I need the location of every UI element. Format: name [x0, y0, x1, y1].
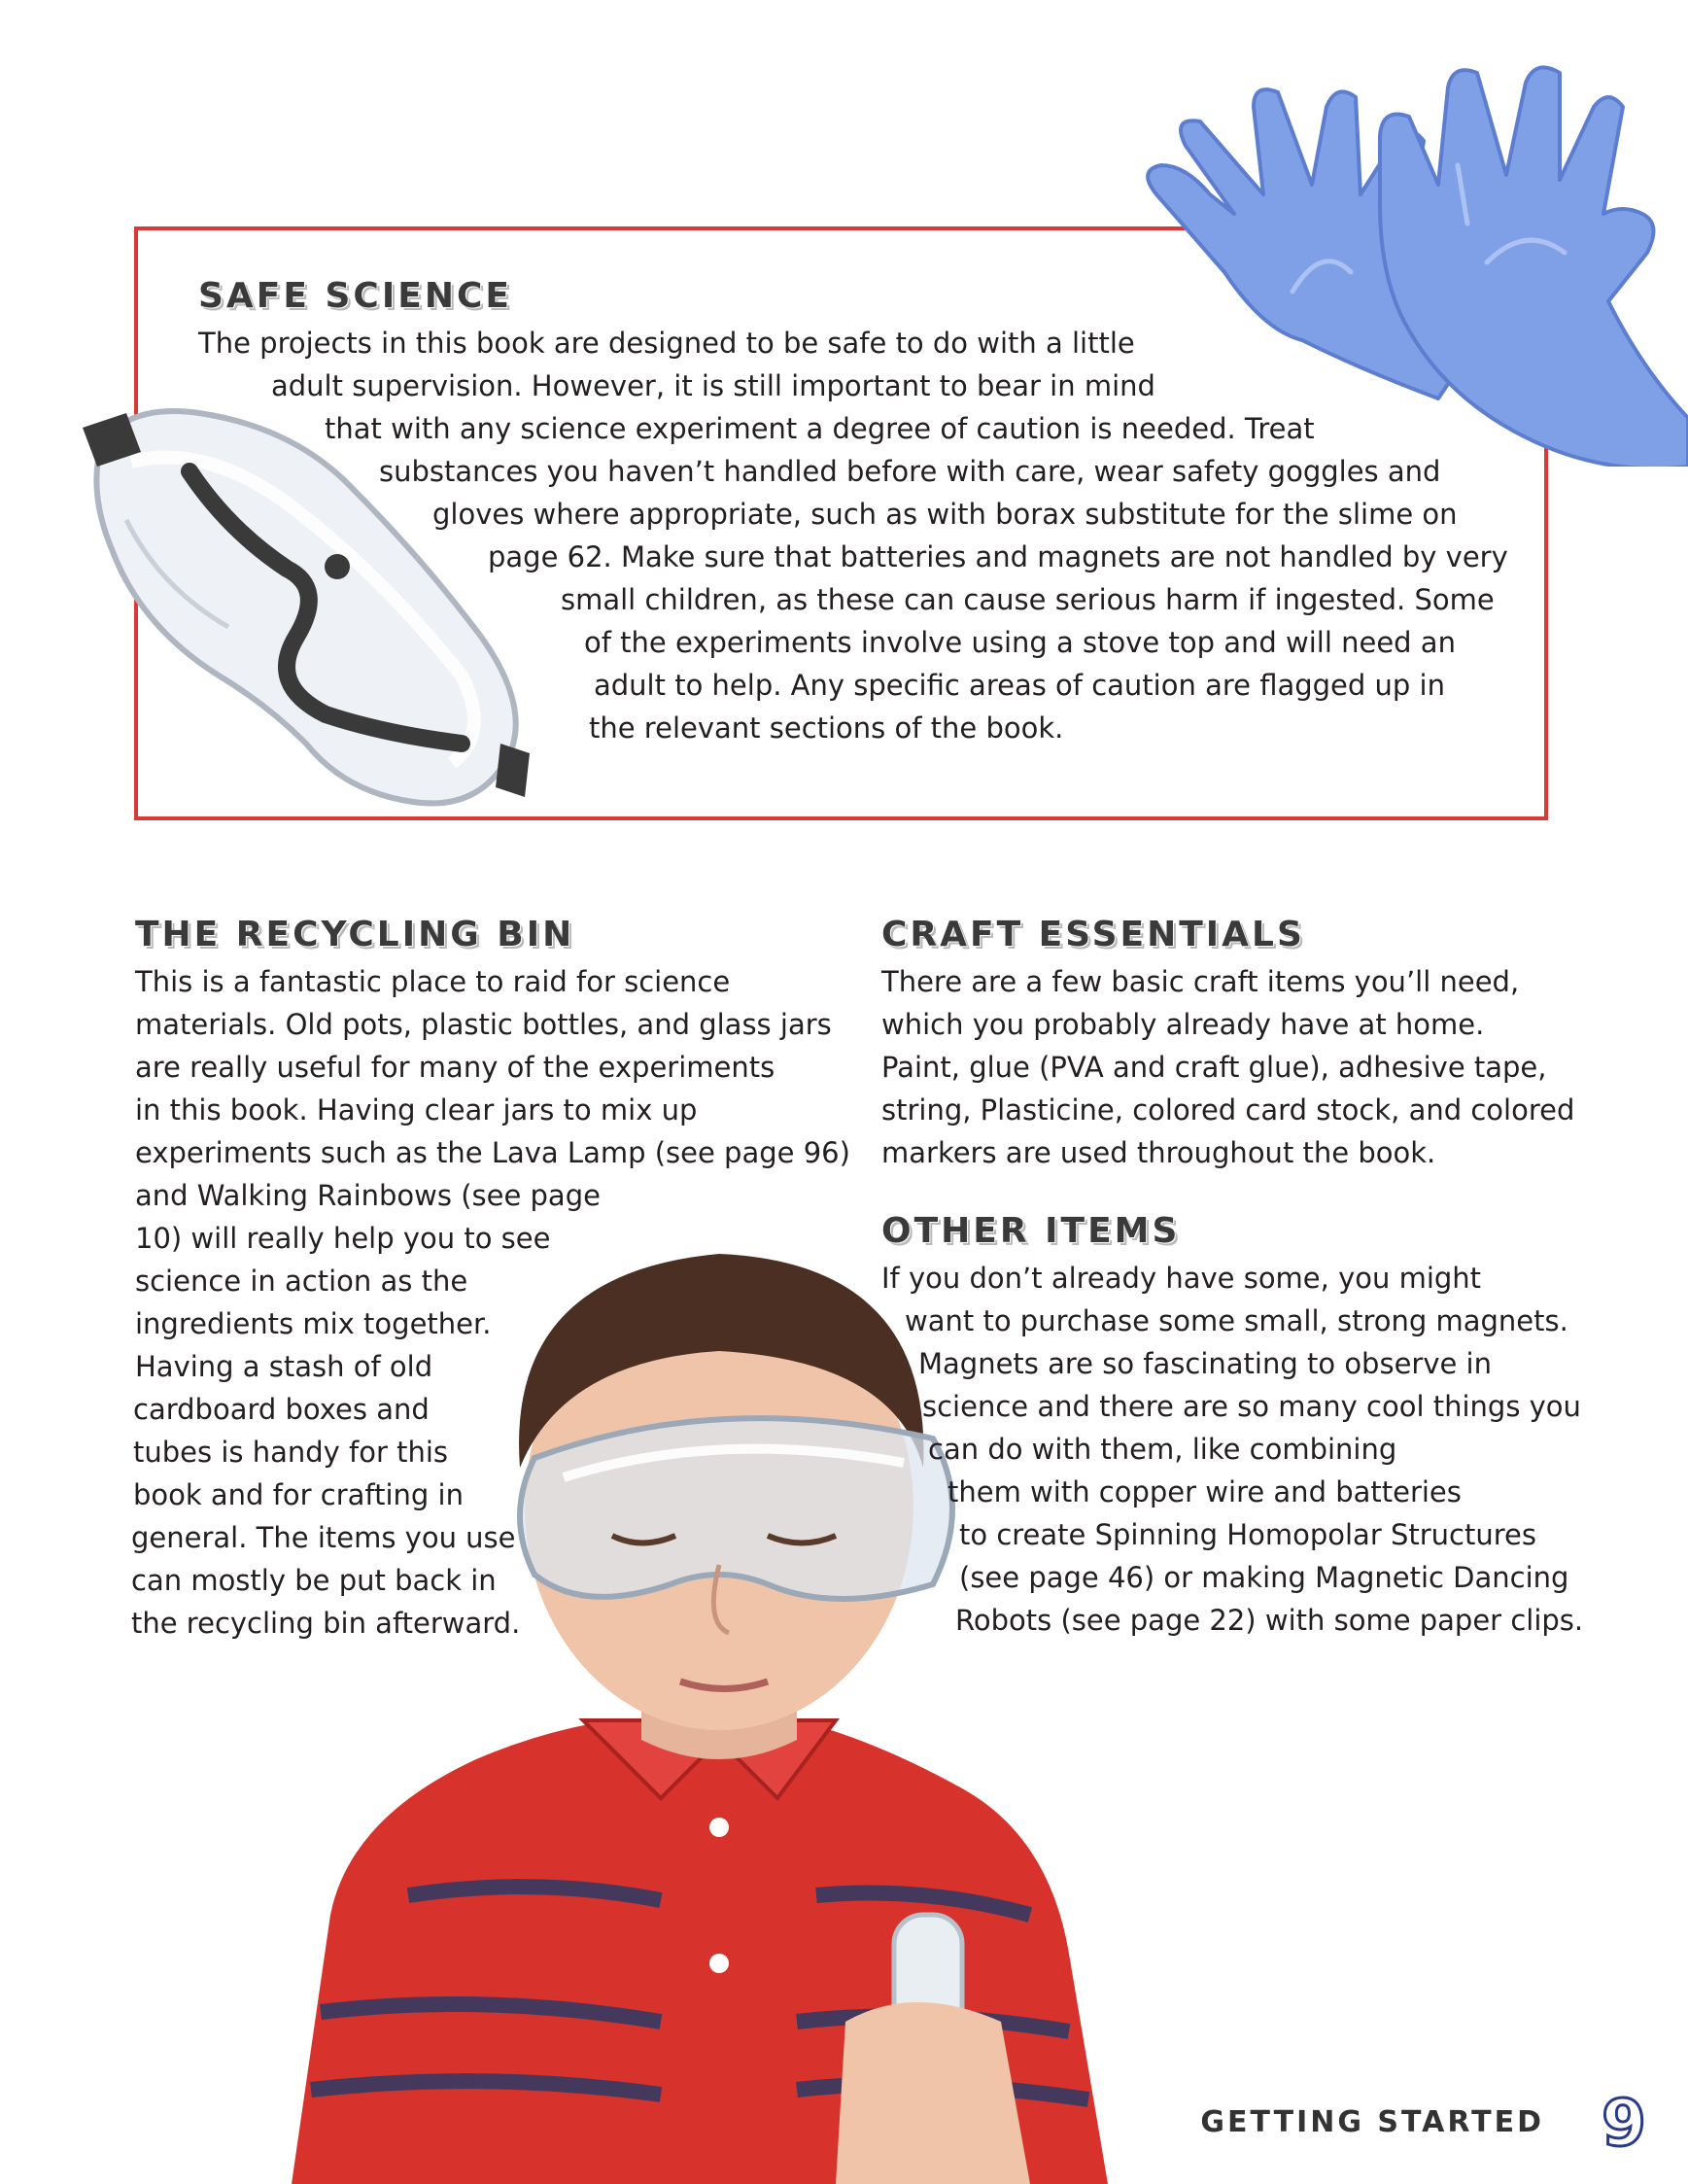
safe-science-line: small children, as these can cause serious harm if ingested. Some [561, 583, 1495, 616]
safe-science-line: that with any science experiment a degree of caution is needed. Treat [325, 412, 1315, 445]
other-items-line: can do with them, like combining [928, 1433, 1397, 1466]
recycling-bin-line: Having a stash of old [135, 1350, 433, 1383]
safe-science-line: The projects in this book are designed to be safe to do with a little [198, 327, 1135, 360]
safe-science-line: adult to help. Any specific areas of caution are flagged up in [594, 669, 1445, 702]
craft-essentials-line: markers are used throughout the book. [881, 1136, 1436, 1169]
recycling-bin-line: the recycling bin afterward. [131, 1607, 521, 1640]
gloves-image [1118, 49, 1688, 467]
craft-essentials-line: string, Plasticine, colored card stock, and colored [881, 1093, 1575, 1127]
craft-essentials-title: CRAFT ESSENTIALS [881, 915, 1305, 954]
other-items-line: them with copper wire and batteries [947, 1475, 1462, 1508]
safe-science-line: gloves where appropriate, such as with borax substitute for the slime on [432, 498, 1458, 531]
other-items-line: (see page 46) or making Magnetic Dancing [959, 1561, 1569, 1594]
safe-science-line: the relevant sections of the book. [589, 711, 1064, 745]
recycling-bin-line: materials. Old pots, plastic bottles, and glass jars [135, 1008, 832, 1041]
safe-science-line: adult supervision. However, it is still important to bear in mind [271, 369, 1155, 402]
recycling-bin-line: can mostly be put back in [131, 1564, 497, 1597]
page-number: 9 [1602, 2086, 1646, 2161]
recycling-bin-line: science in action as the [135, 1265, 468, 1298]
recycling-bin-title: THE RECYCLING BIN [135, 915, 575, 954]
safe-science-title: SAFE SCIENCE [198, 276, 512, 316]
recycling-bin-line: in this book. Having clear jars to mix up [135, 1093, 698, 1127]
recycling-bin-line: tubes is handy for this [133, 1436, 449, 1469]
other-items-line: science and there are so many cool things you [922, 1390, 1581, 1423]
other-items-line: Magnets are so fascinating to observe in [918, 1347, 1492, 1380]
other-items-line: to create Spinning Homopolar Structures [959, 1518, 1536, 1551]
other-items-title: OTHER ITEMS [881, 1211, 1181, 1251]
other-items-line: If you don’t already have some, you might [881, 1262, 1482, 1295]
recycling-bin-line: ingredients mix together. [135, 1307, 492, 1340]
craft-essentials-line: There are a few basic craft items you’ll need, [881, 965, 1520, 998]
other-items-line: want to purchase some small, strong magnets. [905, 1304, 1568, 1337]
recycling-bin-line: 10) will really help you to see [135, 1222, 551, 1255]
craft-essentials-line: Paint, glue (PVA and craft glue), adhesive tape, [881, 1051, 1547, 1084]
safe-science-line: of the experiments involve using a stove top and will need an [584, 626, 1456, 659]
recycling-bin-line: are really useful for many of the experiments [135, 1051, 775, 1084]
other-items-line: Robots (see page 22) with some paper clips. [955, 1604, 1584, 1637]
recycling-bin-line: book and for crafting in [133, 1478, 464, 1511]
recycling-bin-line: general. The items you use [131, 1521, 516, 1554]
craft-essentials-line: which you probably already have at home. [881, 1008, 1485, 1041]
safe-science-line: substances you haven’t handled before with care, wear safety goggles and [379, 455, 1441, 488]
section-label: GETTING STARTED [1200, 2105, 1544, 2139]
recycling-bin-line: cardboard boxes and [133, 1393, 430, 1426]
recycling-bin-line: experiments such as the Lava Lamp (see page 96) [135, 1136, 850, 1169]
safe-science-line: page 62. Make sure that batteries and magnets are not handled by very [488, 540, 1508, 573]
recycling-bin-line: and Walking Rainbows (see page [135, 1179, 601, 1212]
recycling-bin-line: This is a fantastic place to raid for science [135, 965, 731, 998]
